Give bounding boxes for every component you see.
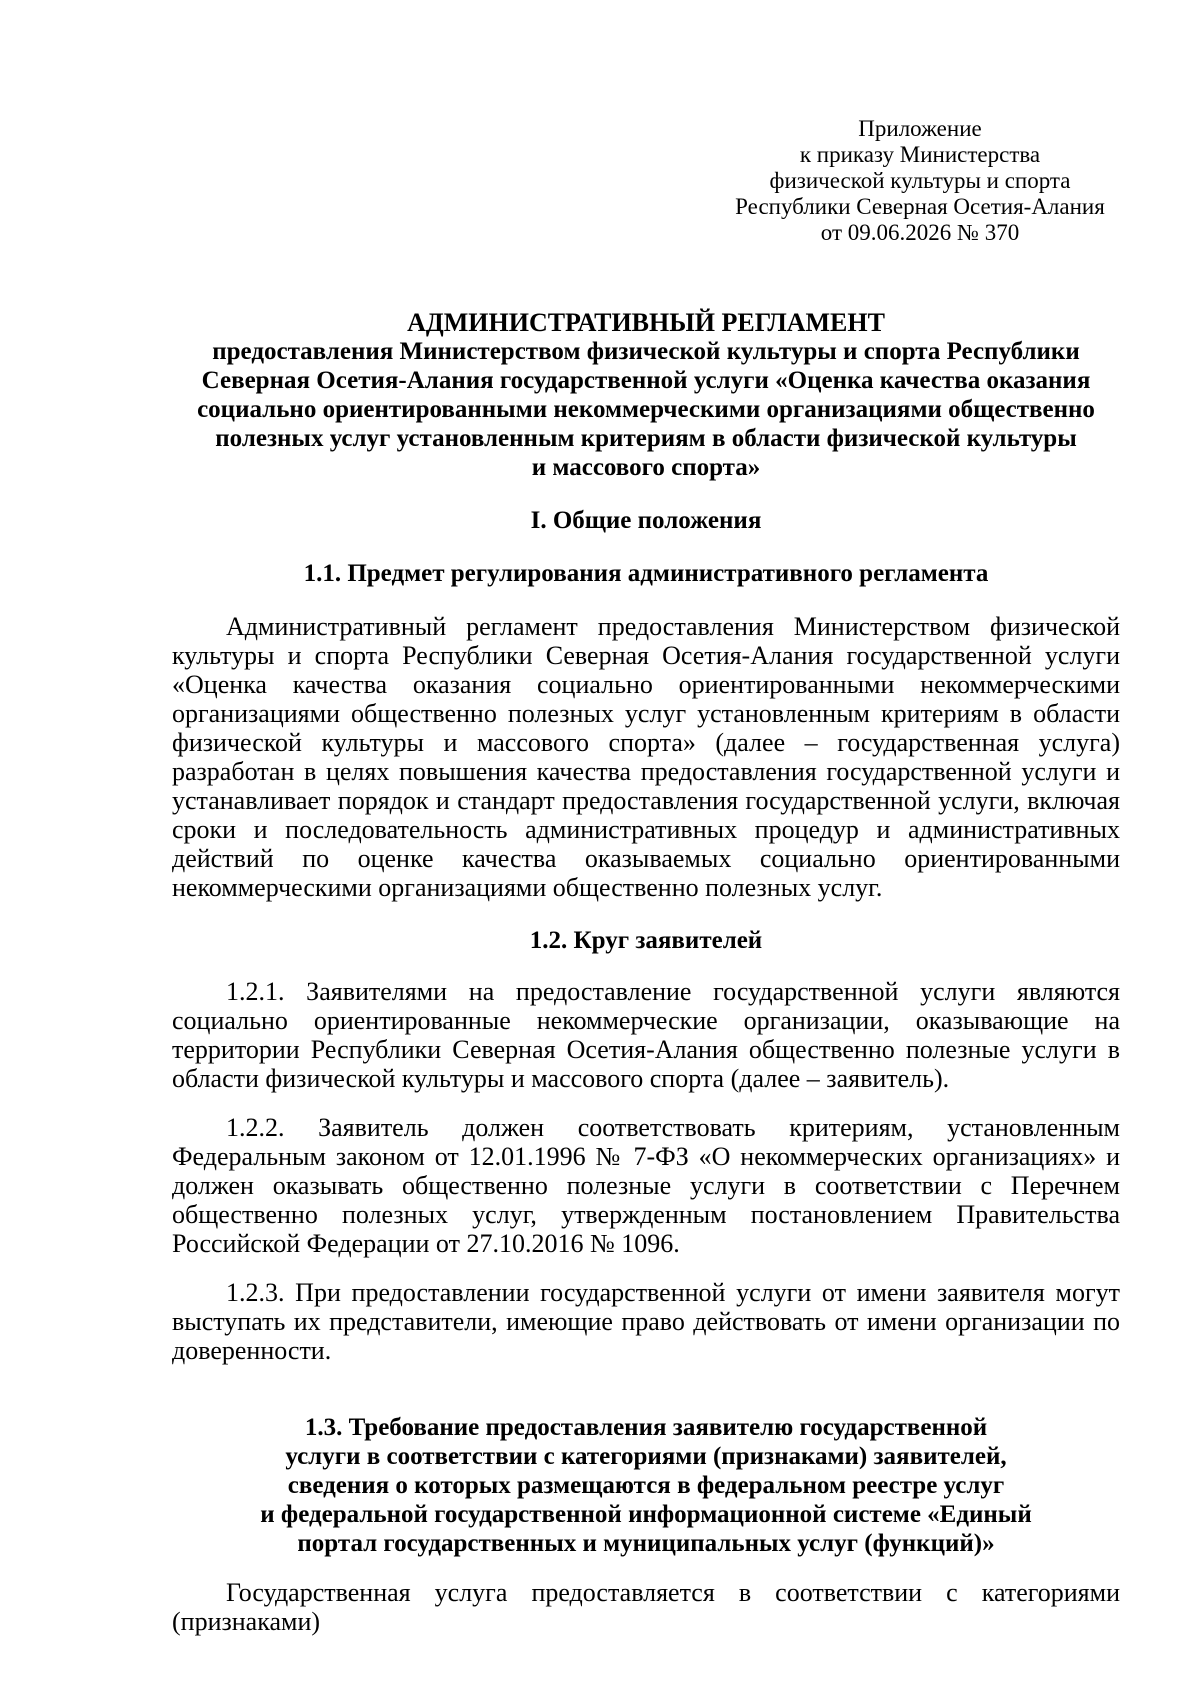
heading-line: портал государственных и муниципальных услуг (функций)» <box>297 1530 995 1557</box>
section-heading: I. Общие положения <box>530 507 762 534</box>
title-line: социально ориентированными некоммерческими организациями общественно <box>197 396 1095 423</box>
heading-line: услуги в соответствии с категориями (признаками) заявителей, <box>285 1443 1007 1470</box>
paragraph: 1.2.3. При предоставлении государственной услуги от имени заявителя могут выступать их представители, имеющие право действовать от имени организации по доверенности. <box>172 1278 1120 1365</box>
document-title <box>172 308 1120 482</box>
appendix-header <box>0 116 1200 248</box>
title-line: Северная Осетия-Алания государственной услуги «Оценка качества оказания <box>201 367 1091 394</box>
appendix-line: физической культуры и спорта <box>769 168 1071 193</box>
heading-line: и федеральной государственной информационной системе «Единый <box>260 1501 1032 1528</box>
section-heading <box>172 1413 1120 1558</box>
appendix-line: к приказу Министерства <box>799 142 1041 167</box>
appendix-line: Республики Северная Осетия-Алания <box>735 194 1105 219</box>
heading-line: 1.3. Требование предоставления заявителю государственной <box>304 1414 988 1441</box>
heading-line: сведения о которых размещаются в федеральном реестре услуг <box>287 1472 1005 1499</box>
title-line: предоставления Министерством физической культуры и спорта Республики <box>212 338 1080 365</box>
title-line: и массового спорта» <box>531 454 761 481</box>
paragraph: 1.2.2. Заявитель должен соответствовать критериям, установленным Федеральным законом от 12.01.1996 № 7-ФЗ «О некоммерческих организациях» и должен оказывать общественно полезные услуги в соответствии с Перечнем общественно полезных услуг, утвержденным постановлением Правительства Российской Федерации от 27.10.2016 № 1096. <box>172 1113 1120 1258</box>
paragraph: Административный регламент предоставления Министерством физической культуры и спорта Республики Северная Осетия-Алания государственной услуги «Оценка качества оказания социально ориентированными некоммерческими организациями общественно полезных услуг установленным критериям в области физической культуры и массового спорта» (далее – государственная услуга) разработан в целях повышения качества предоставления государственной услуги и устанавливает порядок и стандарт предоставления государственной услуги, включая сроки и последовательность административных процедур и административных действий по оценке качества оказываемых социально ориентированными некоммерческими организациями общественно полезных услуг. <box>172 612 1120 902</box>
appendix-line: Приложение <box>858 116 982 141</box>
paragraph: 1.2.1. Заявителями на предоставление государственной услуги являются социально ориентированные некоммерческие организации, оказывающие на территории Республики Северная Осетия-Алания общественно полезные услуги в области физической культуры и массового спорта (далее – заявитель). <box>172 977 1120 1093</box>
section-heading: 1.2. Круг заявителей <box>529 927 763 954</box>
appendix-line: от 09.06.2026 № 370 <box>820 220 1020 245</box>
title-line: полезных услуг установленным критериям в области физической культуры <box>215 425 1077 452</box>
section-heading: 1.1. Предмет регулирования административного регламента <box>303 560 989 587</box>
title-main: АДМИНИСТРАТИВНЫЙ РЕГЛАМЕНТ <box>407 308 885 337</box>
paragraph: Государственная услуга предоставляется в соответствии с категориями (признаками) <box>172 1578 1120 1636</box>
